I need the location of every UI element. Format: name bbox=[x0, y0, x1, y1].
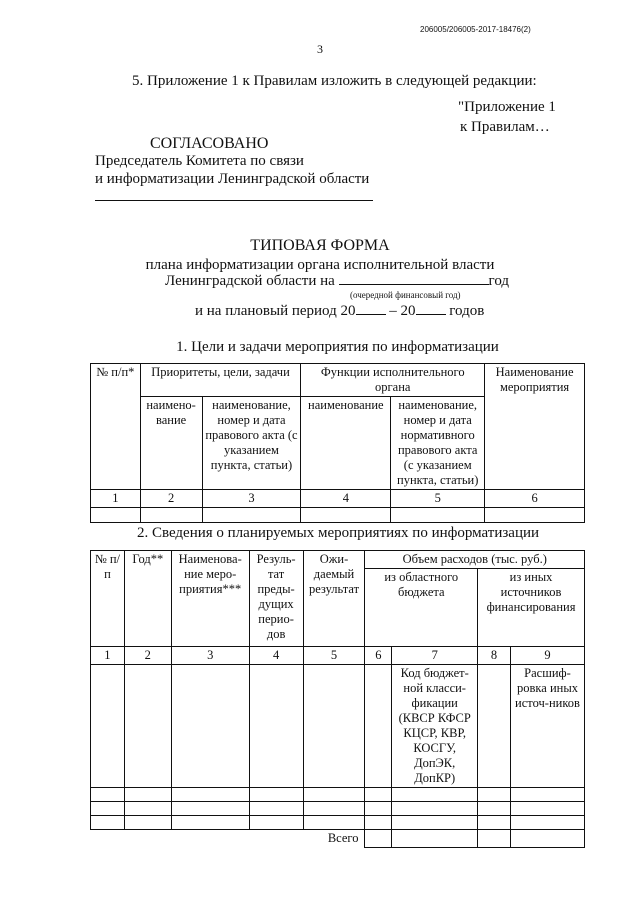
form-line3 bbox=[195, 302, 484, 320]
t2-col-other: из иных источников финансирования bbox=[478, 569, 585, 617]
t1-col-functions: Функции исполнительного органа bbox=[301, 364, 485, 397]
t2-col-num: № п/п bbox=[91, 551, 125, 647]
document-number: 206005/206005-2017-18476(2) bbox=[420, 25, 531, 34]
t1-col-priorities: Приоритеты, цели, задачи bbox=[140, 364, 301, 397]
page-number: 3 bbox=[317, 42, 323, 56]
approval-line2: и информатизации Ленинградской области bbox=[95, 171, 370, 187]
appendix-ref-line2: к Правилам… bbox=[460, 119, 550, 135]
approval-line1: Председатель Комитета по связи bbox=[95, 153, 304, 169]
form-line3-start: и на плановый период 20 bbox=[195, 303, 356, 319]
t1-empty-row bbox=[91, 508, 585, 523]
t2-index-3: 3 bbox=[171, 647, 249, 665]
t2-index-6: 6 bbox=[365, 647, 392, 665]
t1-index-5: 5 bbox=[391, 490, 485, 508]
events-table bbox=[90, 550, 585, 848]
t2-total-label: Всего bbox=[327, 831, 359, 845]
t2-col-regional: из областного бюджета bbox=[365, 569, 478, 617]
goals-table bbox=[90, 363, 585, 523]
t1-index-4: 4 bbox=[301, 490, 391, 508]
form-title: ТИПОВАЯ ФОРМА bbox=[250, 237, 390, 254]
t2-index-8: 8 bbox=[478, 647, 511, 665]
form-line3-mid: – 20 bbox=[389, 303, 416, 319]
t2-index-2: 2 bbox=[124, 647, 171, 665]
t2-col-expected: Ожи-даемый результат bbox=[303, 551, 365, 647]
item-5-text: 5. Приложение 1 к Правилам изложить в следующей редакции: bbox=[132, 73, 537, 89]
t2-index-7: 7 bbox=[392, 647, 478, 665]
section1-title: 1. Цели и задачи мероприятия по информатизации bbox=[176, 339, 499, 355]
form-line2-start: Ленинградской области на bbox=[165, 273, 335, 289]
t1-sub-name1: наимено-вание bbox=[140, 397, 202, 490]
t2-col-name: Наименова-ние меро-приятия*** bbox=[171, 551, 249, 647]
t2-col-year: Год** bbox=[124, 551, 171, 647]
t1-index-2: 2 bbox=[140, 490, 202, 508]
t2-index-9: 9 bbox=[510, 647, 584, 665]
t1-index-6: 6 bbox=[485, 490, 585, 508]
t2-empty-row bbox=[91, 802, 585, 816]
appendix-ref-line1: "Приложение 1 bbox=[458, 99, 556, 115]
t1-col-event-name: Наименование мероприятия bbox=[485, 364, 585, 490]
t1-sub-name2: наименование bbox=[301, 397, 391, 490]
form-line2-end: год bbox=[488, 273, 510, 289]
year-blank[interactable] bbox=[339, 272, 489, 285]
period-start-blank[interactable] bbox=[356, 302, 386, 315]
t2-index-4: 4 bbox=[249, 647, 303, 665]
form-line1: плана информатизации органа исполнительной власти bbox=[145, 257, 495, 273]
approval-title: СОГЛАСОВАНО bbox=[150, 135, 269, 152]
t1-sub-act2: наименование, номер и дата нормативного правового акта (с указанием пункта, статьи) bbox=[391, 397, 485, 490]
t2-col-result-prev: Резуль-тат преды-дущих перио-дов bbox=[249, 551, 303, 647]
t1-sub-act1: наименование, номер и дата правового акта (с указанием пункта, статьи) bbox=[202, 397, 301, 490]
year-hint: (очередной финансовый год) bbox=[350, 290, 461, 300]
t2-empty-row bbox=[91, 788, 585, 802]
t2-index-1: 1 bbox=[91, 647, 125, 665]
t1-col-num: № п/п* bbox=[91, 364, 141, 490]
t2-other-decode: Расшиф-ровка иных источ-ников bbox=[510, 665, 584, 788]
t1-index-1: 1 bbox=[91, 490, 141, 508]
t2-empty-row bbox=[91, 816, 585, 830]
t2-budget-code: Код бюджет-ной класси-фикации (КВСР КФСР КЦСР, КВР, КОСГУ, ДопЭК, ДопКР) bbox=[392, 665, 478, 788]
signature-line bbox=[95, 200, 373, 201]
form-line2 bbox=[165, 272, 509, 290]
period-end-blank[interactable] bbox=[416, 302, 446, 315]
t1-index-3: 3 bbox=[202, 490, 301, 508]
form-line3-end: годов bbox=[449, 303, 485, 319]
t2-index-5: 5 bbox=[303, 647, 365, 665]
section2-title: 2. Сведения о планируемых мероприятиях по информатизации bbox=[136, 525, 540, 541]
t2-col-volume: Объем расходов (тыс. руб.) bbox=[365, 551, 585, 569]
